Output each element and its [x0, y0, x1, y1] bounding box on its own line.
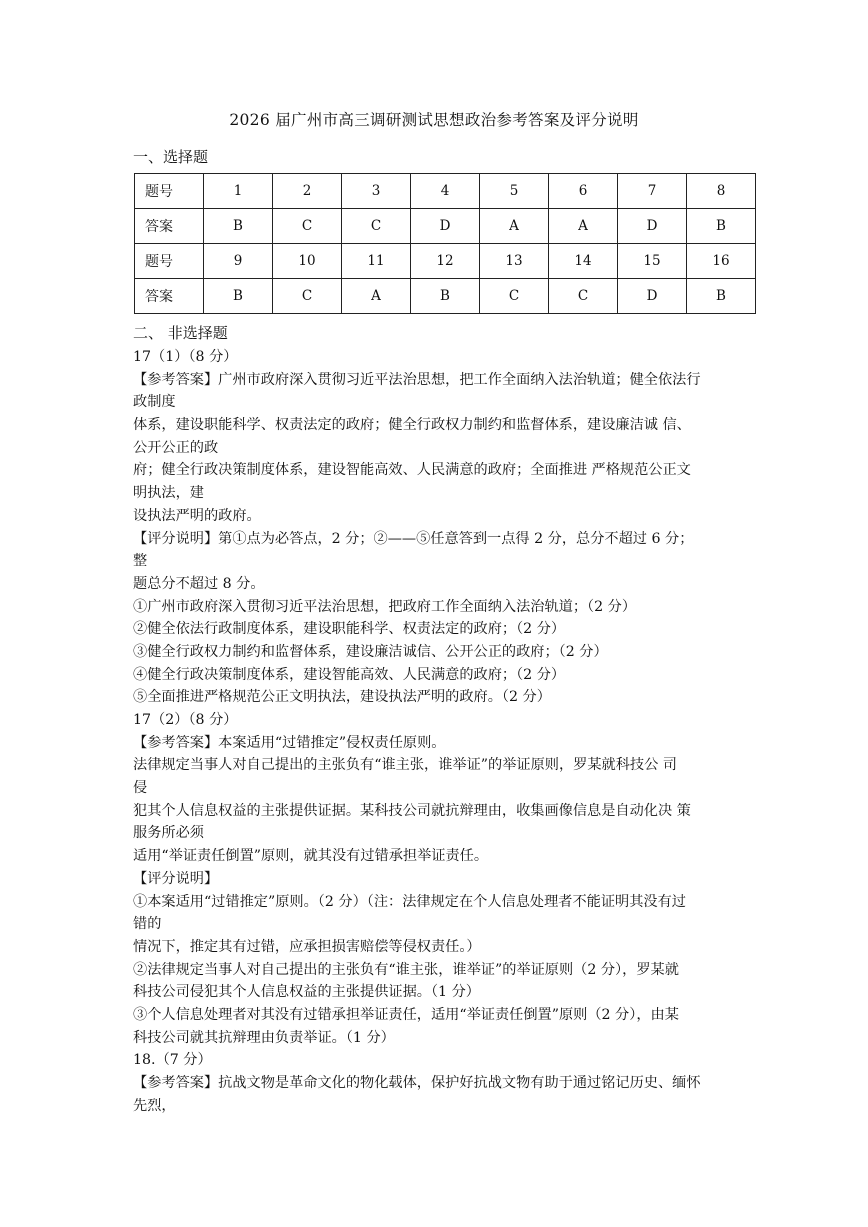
table-cell: B: [411, 279, 480, 314]
table-row: [135, 244, 756, 279]
table-cell: B: [204, 209, 273, 244]
text-line: 府；健全行政决策制度体系，建设智能高效、人民满意的政府；全面推进 严格规范公正文: [133, 462, 691, 479]
text-line: 错的: [133, 916, 162, 933]
table-cell: C: [480, 279, 549, 314]
text-line: 情况下，推定其有过错，应承担损害赔偿等侵权责任。）: [133, 938, 481, 955]
text-line: 题总分不超过 8 分。: [133, 575, 265, 592]
table-cell: D: [411, 209, 480, 244]
answer-table: [134, 173, 756, 314]
answer-text-body: [133, 346, 758, 1117]
text-line: 科技公司侵犯其个人信息权益的主张提供证据。（1 分）: [133, 984, 480, 1001]
text-line: 【参考答案】本案适用“过错推定”侵权责任原则。: [133, 734, 446, 751]
text-line: 整: [133, 553, 148, 570]
text-line: 先烈，: [133, 1097, 176, 1114]
table-row-header: 答案: [135, 279, 204, 314]
text-line: 侵: [133, 780, 148, 797]
table-row: [135, 209, 756, 244]
table-row: [135, 279, 756, 314]
table-cell: D: [618, 209, 687, 244]
table-cell: 14: [549, 244, 618, 279]
text-line: ②健全依法行政制度体系，建设职能科学、权责法定的政府；（2 分）: [133, 621, 566, 638]
text-line: ⑤全面推进严格规范公正文明执法，建设执法严明的政府。（2 分）: [133, 689, 551, 706]
table-cell: B: [687, 209, 756, 244]
text-line: 政制度: [133, 394, 176, 411]
text-line: 设执法严明的政府。: [133, 507, 261, 524]
table-cell: 10: [273, 244, 342, 279]
text-line: 犯其个人信息权益的主张提供证据。某科技公司就抗辩理由，收集画像信息是自动化决 策: [133, 802, 691, 819]
text-line: 适用“举证责任倒置”原则，就其没有过错承担举证责任。: [133, 848, 489, 865]
table-cell: 13: [480, 244, 549, 279]
text-line: 科技公司就其抗辩理由负责举证。（1 分）: [133, 1029, 395, 1046]
table-cell: D: [618, 279, 687, 314]
text-line: ①本案适用“过错推定”原则。（2 分）（注：法律规定在个人信息处理者不能证明其没有过: [133, 893, 686, 910]
page-title: 2026 届广州市高三调研测试思想政治参考答案及评分说明: [229, 111, 639, 129]
table-cell: 8: [687, 174, 756, 209]
table-cell: A: [342, 279, 411, 314]
table-cell: A: [480, 209, 549, 244]
table-cell: 16: [687, 244, 756, 279]
text-line: 公开公正的政: [133, 439, 219, 456]
text-line: 法律规定当事人对自己提出的主张负有“谁主张，谁举证”的举证原则，罗某就科技公 司: [133, 757, 677, 774]
text-line: 体系，建设职能科学、权责法定的政府；健全行政权力制约和监督体系，建设廉洁诚 信、: [133, 417, 691, 434]
text-line: 【参考答案】广州市政府深入贯彻习近平法治思想，把工作全面纳入法治轨道；健全依法行: [133, 371, 701, 388]
table-cell: C: [273, 209, 342, 244]
text-line: 18.（7 分）: [133, 1052, 212, 1069]
table-cell: 6: [549, 174, 618, 209]
text-line: ②法律规定当事人对自己提出的主张负有“谁主张，谁举证”的举证原则（2 分），罗某就: [133, 961, 679, 978]
section-heading-nonchoice: 二、 非选择题: [133, 324, 228, 342]
text-line: ③个人信息处理者对其没有过错承担举证责任，适用“举证责任倒置”原则（2 分），由某: [133, 1006, 679, 1023]
table-cell: C: [549, 279, 618, 314]
table-cell: 12: [411, 244, 480, 279]
table-cell: A: [549, 209, 618, 244]
table-cell: 2: [273, 174, 342, 209]
text-line: 17（1）（8 分）: [133, 349, 238, 365]
text-line: 17（2）（8 分）: [133, 712, 238, 728]
text-line: ③健全行政权力制约和监督体系，建设廉洁诚信、公开公正的政府；（2 分）: [133, 643, 608, 660]
table-row-header: 答案: [135, 209, 204, 244]
table-cell: 11: [342, 244, 411, 279]
text-line: 明执法，建: [133, 485, 204, 502]
table-cell: 7: [618, 174, 687, 209]
table-row-header: 题号: [135, 244, 204, 279]
table-cell: 3: [342, 174, 411, 209]
table-cell: 1: [204, 174, 273, 209]
text-line: 服务所必须: [133, 825, 204, 842]
text-line: ④健全行政决策制度体系，建设智能高效、人民满意的政府；（2 分）: [133, 666, 566, 683]
text-line: 【参考答案】抗战文物是革命文化的物化载体，保护好抗战文物有助于通过铭记历史、缅怀: [133, 1075, 701, 1091]
text-line: 【评分说明】: [133, 870, 219, 887]
table-cell: 15: [618, 244, 687, 279]
table-cell: B: [687, 279, 756, 314]
section-heading-choice: 一、选择题: [133, 148, 209, 166]
text-line: ①广州市政府深入贯彻习近平法治思想，把政府工作全面纳入法治轨道；（2 分）: [133, 598, 637, 615]
table-cell: 9: [204, 244, 273, 279]
table-row: [135, 174, 756, 209]
table-row-header: 题号: [135, 174, 204, 209]
table-cell: C: [342, 209, 411, 244]
table-cell: 4: [411, 174, 480, 209]
table-cell: 5: [480, 174, 549, 209]
table-cell: B: [204, 279, 273, 314]
text-line: 【评分说明】第①点为必答点，2 分；②——⑤任意答到一点得 2 分，总分不超过 6 分；: [133, 530, 694, 547]
table-cell: C: [273, 279, 342, 314]
